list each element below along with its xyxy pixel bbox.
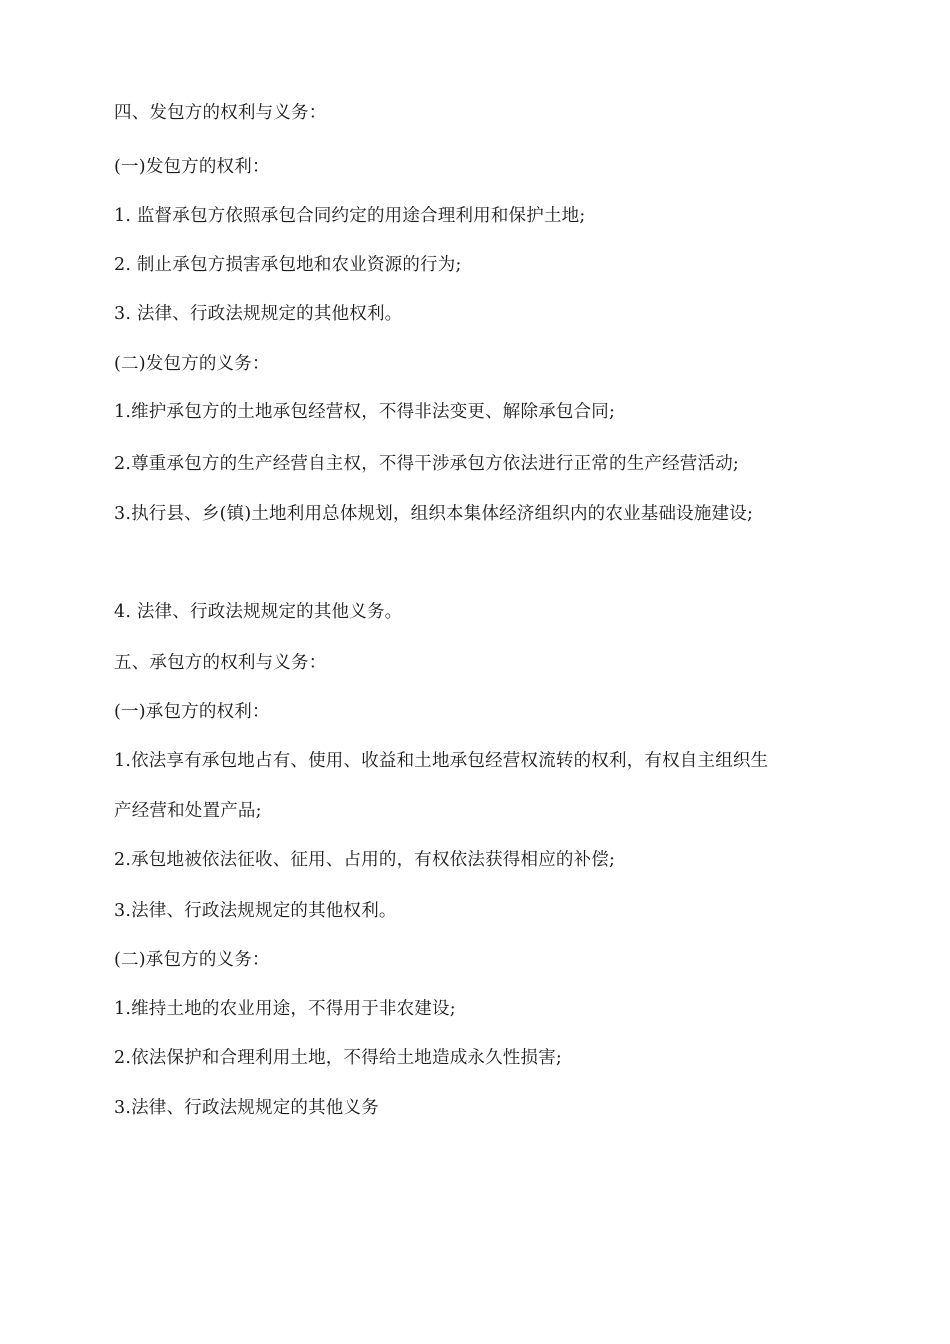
list-item: 2.尊重承包方的生产经营自主权，不得干涉承包方依法进行正常的生产经营活动; [114,454,739,474]
section-heading-5: 五、承包方的权利与义务： [114,653,327,673]
list-item: 1.维持土地的农业用途，不得用于非农建设; [114,999,456,1019]
list-item: 1.依法享有承包地占有、使用、收益和土地承包经营权流转的权利，有权自主组织生 [114,751,769,771]
section-heading-4: 四、发包方的权利与义务： [114,103,327,123]
subsection-heading: (一)发包方的权利： [114,157,270,177]
list-item: 2. 制止承包方损害承包地和农业资源的行为; [114,255,462,275]
subsection-heading: (二)承包方的义务： [114,950,270,970]
list-item: 3.法律、行政法规规定的其他义务 [114,1098,379,1118]
list-item: 3.法律、行政法规规定的其他权利。 [114,901,397,921]
list-item: 1.维护承包方的土地承包经营权，不得非法变更、解除承包合同; [114,402,616,422]
list-item: 1. 监督承包方依照承包合同约定的用途合理利用和保护土地; [114,206,586,226]
list-item: 3.执行县、乡(镇)土地利用总体规划，组织本集体经济组织内的农业基础设施建设; [114,504,754,524]
list-item: 3. 法律、行政法规规定的其他权利。 [114,304,403,324]
subsection-heading: (二)发包方的义务： [114,354,270,374]
list-item: 4. 法律、行政法规规定的其他义务。 [114,602,403,622]
subsection-heading: (一)承包方的权利： [114,702,270,722]
list-item: 2.依法保护和合理利用土地，不得给土地造成永久性损害; [114,1048,562,1068]
list-item: 2.承包地被依法征收、征用、占用的，有权依法获得相应的补偿; [114,850,616,870]
list-item-continuation: 产经营和处置产品; [114,801,262,821]
